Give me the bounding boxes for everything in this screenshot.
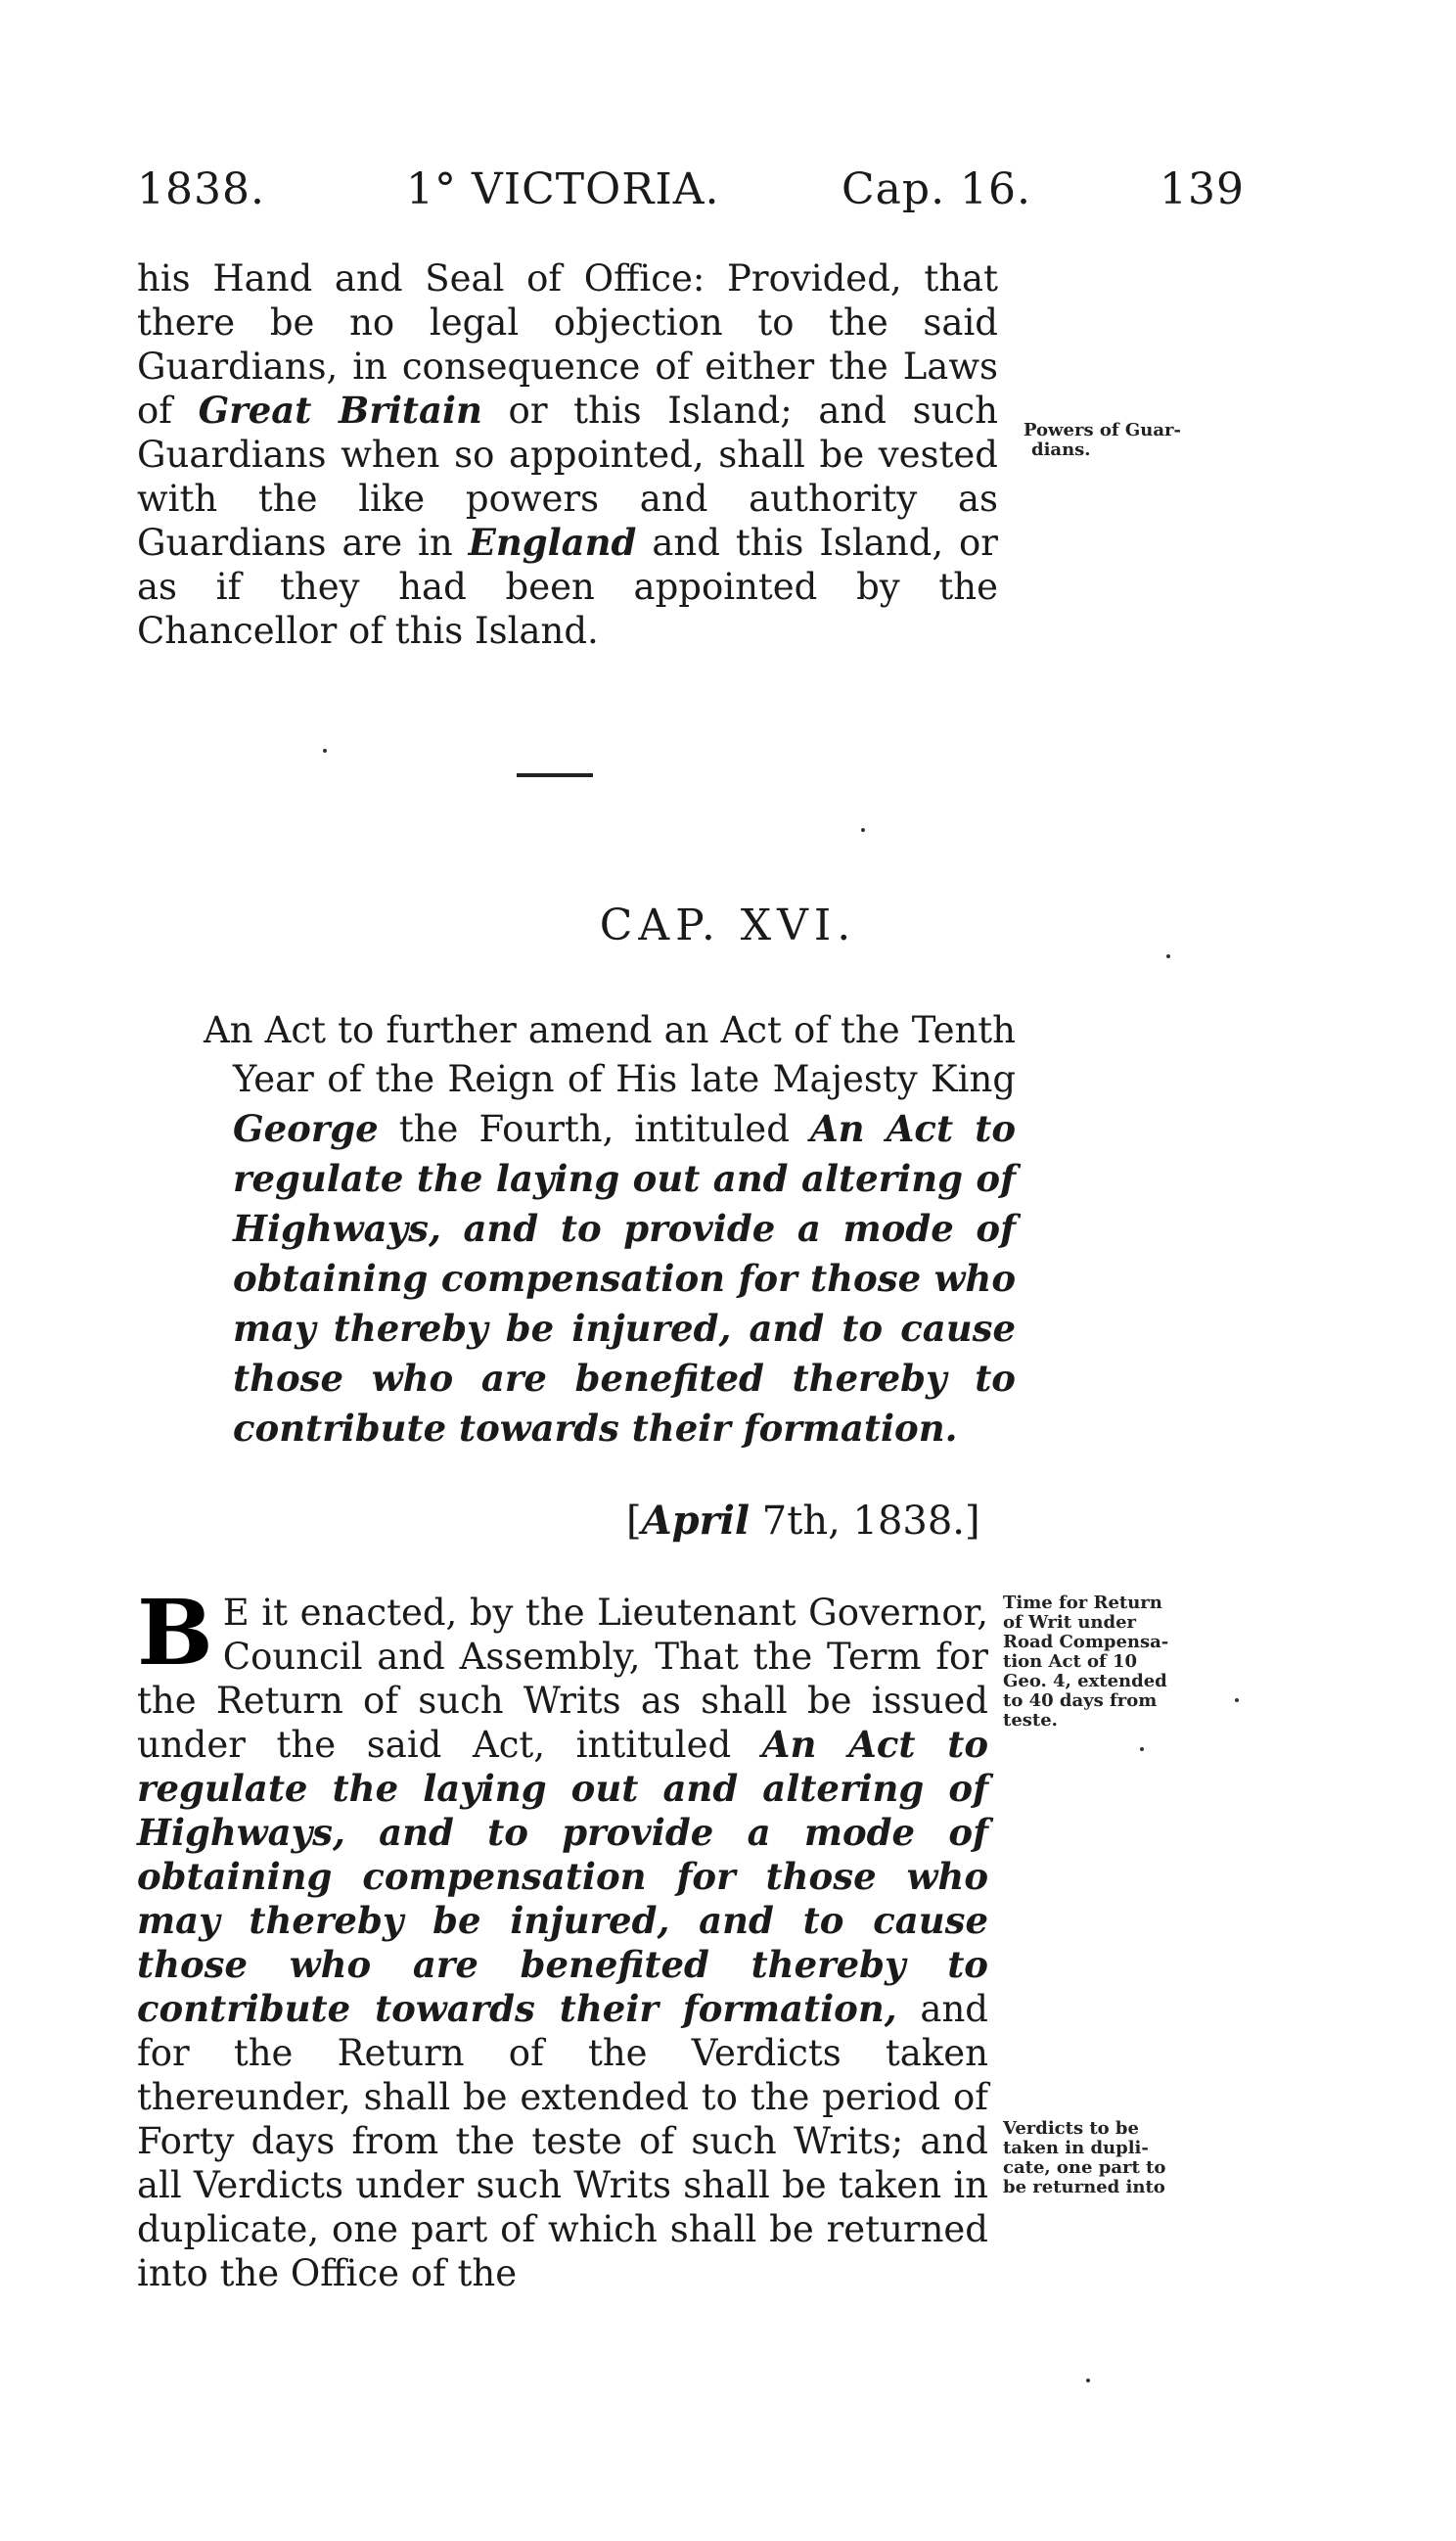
place-england: England [468,521,637,564]
text-run: the Fourth, intituled [378,1108,810,1150]
place-great-britain: Great Britain [198,389,482,432]
margin-note-verdicts [1003,2119,1165,2197]
header-page-number: 139 [1160,164,1245,214]
margin-note-line: teste. [1003,1710,1058,1731]
header-year: 1838. [137,164,265,214]
act-title [204,1006,1016,1454]
margin-note-line: dians. [1031,439,1091,460]
text-run: and this Island, or as if they had been appointed by the Chancellor of this Island. [137,522,998,652]
header-chapter: Cap. 16. [842,164,1032,214]
king-name: George [233,1107,379,1150]
print-speck [861,828,865,832]
margin-note-time [1003,1594,1168,1731]
chapter-heading: CAP. XVI. [599,901,857,950]
act-short-title: An Act to regulate the laying out and altering of Highways, and to provide a mode of obtaining compensation for those who may thereby be injured, and to cause those who are benefited thereby to contribute towards their formation. [233,1107,1016,1450]
margin-note-line: Road Compensa- [1003,1632,1169,1652]
print-speck [1235,1698,1239,1702]
print-speck [1166,954,1170,958]
running-header [137,164,1245,219]
text-run: his Hand and Seal of Office: Provided, that there be no legal objection to the said Guardians, in consequence of either the Laws of [137,257,998,432]
top-paragraph-text [137,256,998,653]
text-run: An Act to further amend an Act of the Tenth Year of the Reign of His late Majesty King [204,1009,1016,1100]
print-speck [1086,2379,1090,2382]
margin-note-line: Powers of Guar- [1024,420,1181,440]
margin-note-line: tion Act of 10 [1003,1651,1138,1672]
bracket: [ [626,1499,642,1544]
act-title-text [204,1006,1016,1454]
date-month: April [641,1498,751,1544]
margin-note-line: of Writ under [1003,1612,1137,1633]
act-citation: An Act to regulate the laying out and altering of Highways, and to provide a mode of obtaining compensation for those who may thereby be injured, and to cause those who are benefited thereby to contribute towards their formation, [137,1723,989,2030]
margin-note-line: taken in dupli- [1003,2138,1149,2158]
margin-note-line: to 40 days from [1003,1690,1158,1711]
header-reign: 1° VICTORIA. [406,164,720,214]
top-paragraph [137,256,998,653]
date-rest: 7th, 1838.] [750,1499,980,1544]
margin-note-line: Verdicts to be [1003,2118,1139,2139]
act-date [626,1498,980,1544]
print-speck [1140,1747,1144,1751]
margin-note-powers [1024,421,1181,460]
enacting-clause [137,1580,989,2295]
drop-cap: B [137,1580,213,1686]
margin-note-line: Time for Return [1003,1593,1162,1613]
margin-note-line: Geo. 4, extended [1003,1671,1167,1691]
text-run: or this Island; and such Guardians when so appointed, shall be vested with the like powers and authority as Guardians are in [137,390,998,564]
text-run: E it enacted, by the Lieutenant Governor, Council and Assembly, That the Term for the Return of such Writs as shall be issued under the said Act, intituled [137,1592,988,1766]
margin-note-line: cate, one part to [1003,2157,1166,2178]
print-speck [323,749,327,753]
section-divider [517,773,593,777]
text-run: and for the Return of the Verdicts taken thereunder, shall be extended to the period of Forty days from the teste of such Writs; and all Verdicts under such Writs shall be taken in duplicate, one part of which shall be returned into the Office of the [137,1988,988,2294]
enacting-text [137,1580,989,2295]
margin-note-line: be returned into [1003,2177,1165,2197]
